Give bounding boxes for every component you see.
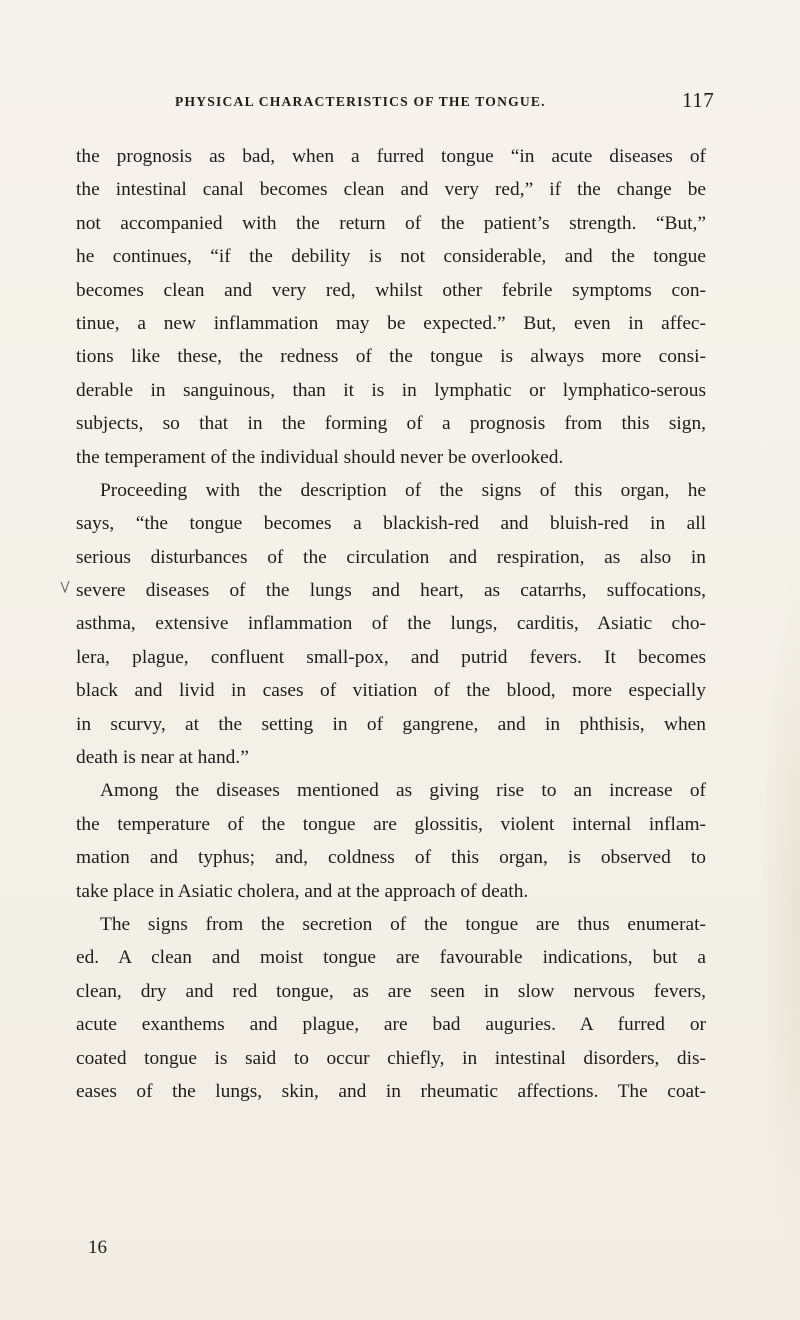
text-line: serious disturbances of the circulation and respiration, as also in: [76, 546, 706, 568]
text-line: The signs from the secretion of the tongue are thus enumerat-: [100, 913, 706, 935]
page-header: [0, 88, 800, 122]
text-line: not accompanied with the return of the patient’s strength. “But,”: [76, 212, 706, 234]
page-number: 117: [682, 88, 715, 112]
running-head: PHYSICAL CHARACTERISTICS OF THE TONGUE.: [175, 94, 546, 109]
text-line: the temperature of the tongue are glossitis, violent internal inflam-: [76, 813, 706, 835]
text-line: becomes clean and very red, whilst other febrile symptoms con-: [76, 279, 706, 301]
text-line: clean, dry and red tongue, as are seen in slow nervous fevers,: [76, 980, 706, 1002]
text-line: take place in Asiatic cholera, and at the approach of death.: [76, 880, 529, 902]
text-line: acute exanthems and plague, are bad auguries. A furred or: [76, 1014, 706, 1036]
body-text: [76, 140, 706, 1108]
text-line: asthma, extensive inflammation of the lungs, carditis, Asiatic cho-: [76, 613, 706, 635]
text-line: the intestinal canal becomes clean and very red,” if the change be: [76, 179, 706, 201]
text-line: black and livid in cases of vitiation of the blood, more especially: [76, 680, 706, 702]
text-line: lera, plague, confluent small-pox, and putrid fevers. It becomes: [76, 646, 706, 668]
text-line: the temperament of the individual should never be overlooked.: [76, 446, 564, 468]
text-line: in scurvy, at the setting in of gangrene, and in phthisis, when: [76, 713, 706, 735]
text-line: derable in sanguinous, than it is in lymphatic or lymphatico-serous: [76, 379, 706, 401]
text-line: the prognosis as bad, when a furred tongue “in acute diseases of: [76, 146, 706, 167]
text-line: mation and typhus; and, coldness of this organ, is observed to: [76, 847, 706, 869]
text-line: ed. A clean and moist tongue are favourable indications, but a: [76, 947, 706, 969]
paper-stain: [760, 560, 800, 1260]
text-line: severe diseases of the lungs and heart, as catarrhs, suffocations,: [76, 580, 706, 602]
text-line: Among the diseases mentioned as giving rise to an increase of: [100, 780, 706, 802]
signature-mark: 16: [88, 1237, 107, 1258]
text-line: Proceeding with the description of the signs of this organ, he: [100, 479, 706, 501]
text-line: eases of the lungs, skin, and in rheumatic affections. The coat-: [76, 1080, 706, 1102]
text-line: says, “the tongue becomes a blackish-red and bluish-red in all: [76, 513, 706, 535]
text-line: coated tongue is said to occur chiefly, in intestinal disorders, dis-: [76, 1047, 706, 1069]
text-line: subjects, so that in the forming of a prognosis from this sign,: [76, 413, 706, 435]
text-line: tions like these, the redness of the tongue is always more consi-: [76, 346, 706, 368]
margin-tick-mark: [60, 580, 70, 594]
text-line: he continues, “if the debility is not considerable, and the tongue: [76, 246, 706, 268]
text-line: tinue, a new inflammation may be expected.” But, even in affec-: [76, 312, 706, 334]
text-line: death is near at hand.”: [76, 747, 249, 769]
